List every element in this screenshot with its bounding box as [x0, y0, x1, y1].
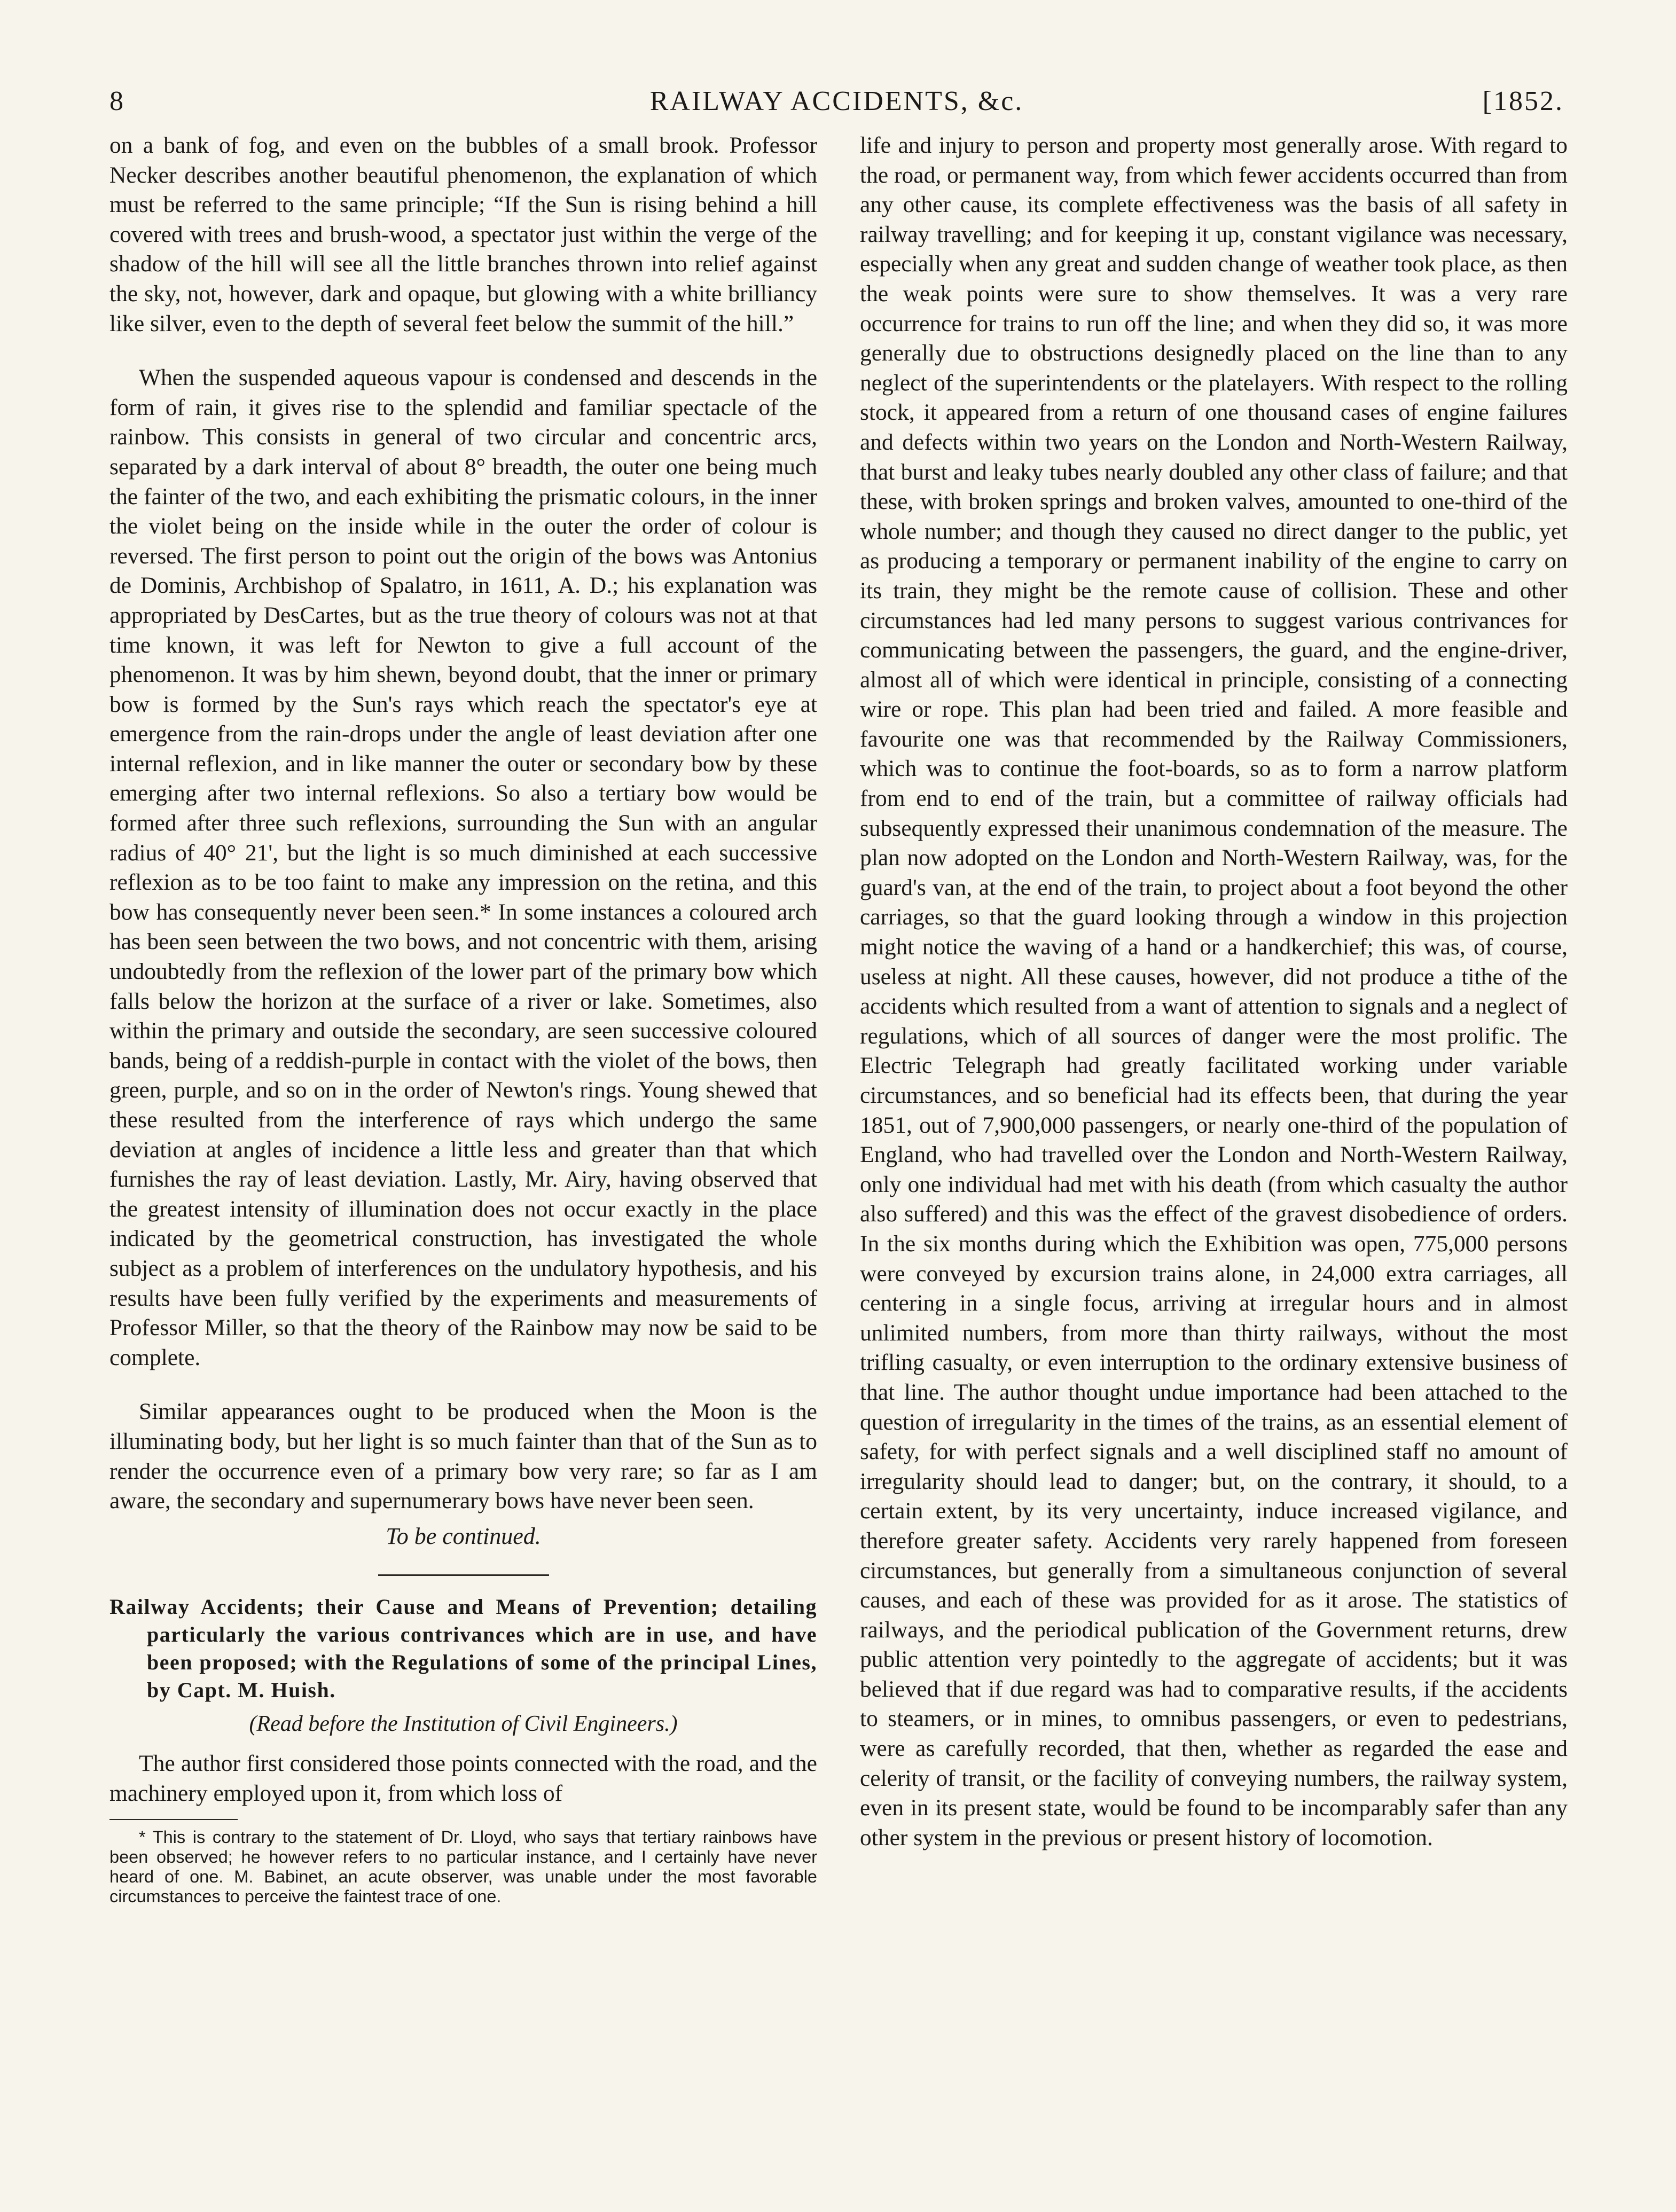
left-column [109, 131, 817, 1907]
footnote-divider [109, 1819, 238, 1820]
running-title: RAILWAY ACCIDENTS, &c. [649, 86, 1024, 116]
page-number: 8 [109, 86, 125, 116]
left-paragraph-4: The author first considered those points connected with the road, and the machinery employed upon it, from which loss of [109, 1750, 817, 1806]
right-column [860, 131, 1568, 1853]
read-before-note: (Read before the Institution of Civil Engineers.) [249, 1712, 678, 1737]
left-paragraph-2: When the suspended aqueous vapour is condensed and descends in the form of rain, it gives rise to the splendid and familiar spectacle of the rainbow. This consists in general of two circular and concentric arcs, separated by a dark interval of about 8° breadth, the outer one being much the fainter of the two, and each exhibiting the prismatic colours, in the inner the violet being on the inside while in the outer the order of colour is reversed. The first person to point out the origin of the bows was Antonius de Dominis, Archbishop of Spalatro, in 1611, A. D.; his explanation was appropriated by DesCartes, but as the true theory of colours was not at that time known, it was left for Newton to give a full account of the phenomenon. It was by him shewn, beyond doubt, that the inner or primary bow is formed by the Sun's rays which reach the spectator's eye at emergence from the rain-drops under the angle of least deviation after one internal reflexion, and in like manner the outer or secondary bow by these emerging after two internal reflexions. So also a tertiary bow would be formed after three such reflexions, surrounding the Sun with an angular radius of 40° 21', but the light is so much diminished at each successive reflexion as to be too faint to make any impression on the retina, and this bow has consequently never been seen.* In some instances a coloured arch has been seen between the two bows, and not concentric with them, arising undoubtedly from the reflexion of the lower part of the primary bow which falls below the horizon at the surface of a river or lake. Sometimes, also within the primary and outside the secondary, are seen successive coloured bands, being of a reddish-purple in contact with the violet of the bows, then green, purple, and so on in the order of Newton's rings. Young shewed that these resulted from the interference of rays which undergo the same deviation at angles of incidence a little less and greater than that which furnishes the ray of least deviation. Lastly, Mr. Airy, having observed that the greatest intensity of illumination does not occur exactly in the place indicated by the geometrical construction, has investigated the whole subject as a problem of interferences on the undulatory hypothesis, and his results have been fully verified by the experiments and measurements of Professor Miller, so that the theory of the Rainbow may now be said to be complete. [109, 365, 817, 1370]
to-be-continued: To be continued. [386, 1523, 541, 1549]
running-year: [1852. [1482, 86, 1564, 116]
footnote: * This is contrary to the statement of Dr. Lloyd, who says that tertiary rainbows have been observed; he however refers to no particular instance, and I certainly have never heard of one. M. Babinet, an acute observer, was unable under the most favorable circumstances to perceive the faintest trace of one. [109, 1827, 817, 1907]
section-divider [378, 1574, 549, 1576]
left-paragraph-3: Similar appearances ought to be produced when the Moon is the illuminating body, but her light is so much fainter than that of the Sun as to render the occurrence even of a primary bow very rare; so far as I am aware, the secondary and supernumerary bows have never been seen. [109, 1399, 817, 1514]
left-paragraph-1: on a bank of fog, and even on the bubbles of a small brook. Professor Necker describes another beautiful phenomenon, the explanation of which must be referred to the same principle; “If the Sun is rising behind a hill covered with trees and brush-wood, a spectator just within the verge of the shadow of the hill will see all the little branches thrown into relief against the sky, not, however, dark and opaque, but glowing with a white brilliancy like silver, even to the depth of several feet below the summit of the hill.” [109, 132, 817, 336]
running-head [109, 80, 1564, 123]
article-heading: Railway Accidents; their Cause and Means of Prevention; detailing particularly the various contrivances which are in use, and have been proposed; with the Regulations of some of the principal Lines, by Capt. M. Huish. [109, 1595, 817, 1703]
right-paragraph-1: life and injury to person and property most generally arose. With regard to the road, or permanent way, from which fewer accidents occurred than from any other cause, its complete effectiveness was the basis of all safety in railway travelling; and for keeping it up, constant vigilance was necessary, especially when any great and sudden change of weather took place, as then the weak points were sure to show themselves. It was a very rare occurrence for trains to run off the line; and when they did so, it was more generally due to obstructions designedly placed on the line than to any neglect of the superintendents or the platelayers. With respect to the rolling stock, it appeared from a return of one thousand cases of engine failures and defects within two years on the London and North-Western Railway, that burst and leaky tubes nearly doubled any other class of failure; and that these, with broken springs and broken valves, amounted to one-third of the whole number; and though they caused no direct danger to the public, yet as producing a temporary or permanent inability of the engine to carry on its train, they might be the remote cause of collision. These and other circumstances had led many persons to suggest various contrivances for communicating between the passengers, the guard, and the engine-driver, almost all of which were identical in principle, consisting of a connecting wire or rope. This plan had been tried and failed. A more feasible and favourite one was that recommended by the Railway Commissioners, which was to continue the foot-boards, so as to form a narrow platform from end to end of the train, but a committee of railway officials had subsequently expressed their unanimous condemnation of the measure. The plan now adopted on the London and North-Western Railway, was, for the guard's van, at the end of the train, to project about a foot beyond the other carriages, so that the guard looking through a window in this projection might notice the waving of a hand or a handkerchief; this was, of course, useless at night. All these causes, however, did not produce a tithe of the accidents which resulted from a want of attention to signals and a neglect of regulations, which of all sources of danger were the most prolific. The Electric Telegraph had greatly facilitated working under variable circumstances, and so beneficial had its effects been, that during the year 1851, out of 7,900,000 passengers, or nearly one-third of the population of England, who had travelled over the London and North-Western Railway, only one individual had met with his death (from which casualty the author also suffered) and this was the effect of the gravest disobedience of orders. In the six months during which the Exhibition was open, 775,000 persons were conveyed by excursion trains alone, in 24,000 extra carriages, all centering in a single focus, arriving at irregular hours and in almost unlimited numbers, from more than thirty railways, without the most trifling casualty, or even interruption to the ordinary extensive business of that line. The author thought undue importance had been attached to the question of irregularity in the times of the trains, as an essential element of safety, for with perfect signals and a well disciplined staff no amount of irregularity should lead to danger; but, on the contrary, it should, to a certain extent, by its very uncertainty, induce increased vigilance, and therefore greater safety. Accidents very rarely happened from foreseen circumstances, but generally from a simultaneous conjunction of several causes, and each of these was provided for as it arose. The statistics of railways, and the periodical publication of the Government returns, drew public attention very pointedly to the aggregate of accidents; but it was believed that if due regard was had to comparative results, if the accidents to steamers, or in mines, to omnibus passengers, or even to pedestrians, were as carefully recorded, that then, whether as regarded the ease and celerity of transit, or the facility of conveying numbers, the railway system, even in its present state, would be found to be incomparably safer than any other system in the previous or present history of locomotion. [860, 132, 1568, 1850]
